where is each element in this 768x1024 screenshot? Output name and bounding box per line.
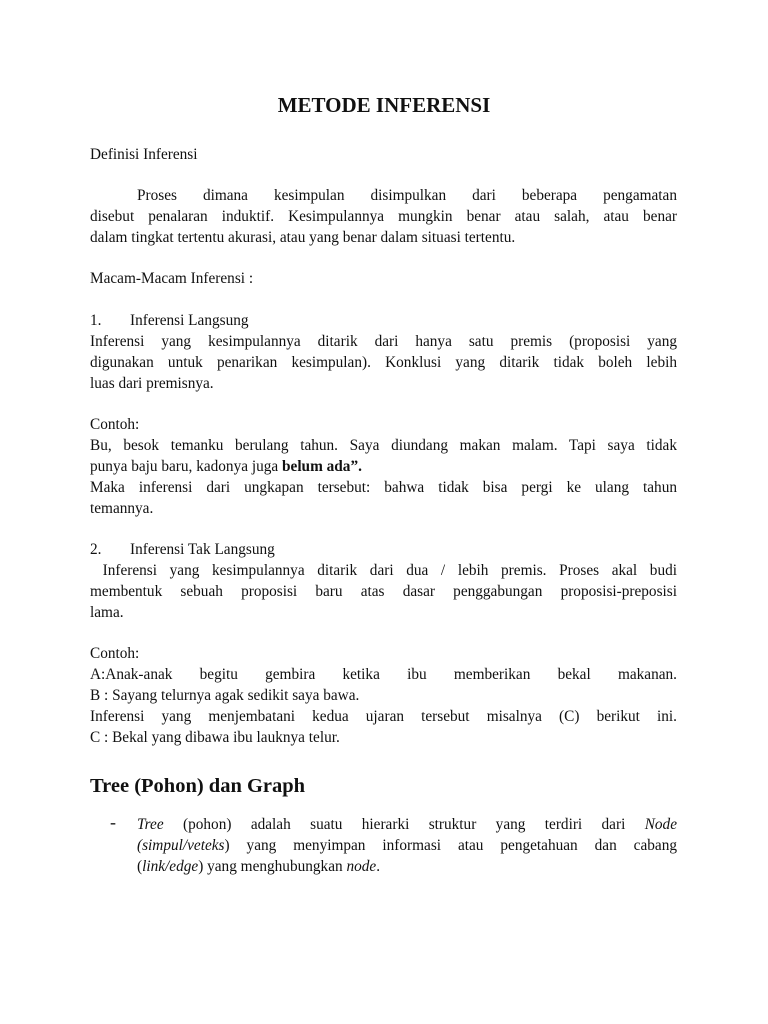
example-text: punya baju baru, kadonya juga — [90, 458, 283, 475]
tree-line — [137, 835, 677, 856]
tree-text: ) yang menghubungkan — [198, 858, 347, 875]
types-heading: Macam-Macam Inferensi : — [90, 270, 254, 287]
example-line: B : Sayang telurnya agak sedikit saya bawa. — [90, 687, 360, 704]
list-number: 2. — [90, 541, 102, 558]
example-bold-text: belum ada”. — [282, 458, 362, 475]
term-link: link/edge — [142, 858, 199, 875]
direct-heading-text: Inferensi Langsung — [130, 312, 249, 329]
direct-line: digunakan untuk penarikan kesimpulan). Konklusi yang ditarik tidak boleh lebih — [90, 354, 677, 371]
example-line — [90, 456, 362, 477]
term-node: node — [346, 858, 377, 875]
tree-text: . — [376, 858, 381, 875]
indirect-line: lama. — [90, 604, 124, 621]
direct-line: Inferensi yang kesimpulannya ditarik dari hanya satu premis (proposisi yang — [90, 333, 677, 350]
list-number: 1. — [90, 312, 102, 329]
definition-line: Proses dimana kesimpulan disimpulkan dari beberapa pengamatan — [137, 187, 677, 204]
term-node: Node — [644, 816, 677, 833]
tree-text: (pohon) adalah suatu hierarki struktur yang terdiri dari — [163, 816, 645, 833]
example-line: Bu, besok temanku berulang tahun. Saya diundang makan malam. Tapi saya tidak — [90, 437, 677, 454]
term-tree: Tree — [137, 816, 164, 833]
tree-text: ) yang menyimpan informasi atau pengetahuan dan cabang — [224, 837, 677, 854]
definition-heading: Definisi Inferensi — [90, 146, 198, 163]
example-label: Contoh: — [90, 416, 140, 433]
example-line: C : Bekal yang dibawa ibu lauknya telur. — [90, 729, 340, 746]
section-heading: Tree (Pohon) dan Graph — [90, 775, 306, 797]
direct-heading — [90, 310, 249, 331]
example-line: A:Anak-anak begitu gembira ketika ibu memberikan bekal makanan. — [90, 666, 677, 683]
direct-line: luas dari premisnya. — [90, 375, 214, 392]
definition-line: disebut penalaran induktif. Kesimpulannya mungkin benar atau salah, atau benar — [90, 208, 677, 225]
indirect-heading-text: Inferensi Tak Langsung — [130, 541, 275, 558]
tree-text: ( — [137, 858, 143, 875]
conclusion-line: temannya. — [90, 500, 154, 517]
page-title: METODE INFERENSI — [277, 93, 491, 117]
term-simpul: (simpul/veteks — [137, 837, 225, 854]
bullet-dash: - — [110, 812, 116, 832]
indirect-line: membentuk sebuah proposisi baru atas dasar penggabungan proposisi-preposisi — [90, 583, 677, 600]
example-line: Inferensi yang menjembatani kedua ujaran tersebut misalnya (C) berikut ini. — [90, 708, 677, 725]
conclusion-line: Maka inferensi dari ungkapan tersebut: bahwa tidak bisa pergi ke ulang tahun — [90, 479, 677, 496]
tree-line — [137, 814, 677, 835]
definition-line: dalam tingkat tertentu akurasi, atau yang benar dalam situasi tertentu. — [90, 229, 516, 246]
indirect-line: Inferensi yang kesimpulannya ditarik dari dua / lebih premis. Proses akal budi — [90, 562, 678, 579]
indirect-heading — [90, 539, 275, 560]
tree-line — [137, 856, 380, 877]
example-label: Contoh: — [90, 645, 140, 662]
